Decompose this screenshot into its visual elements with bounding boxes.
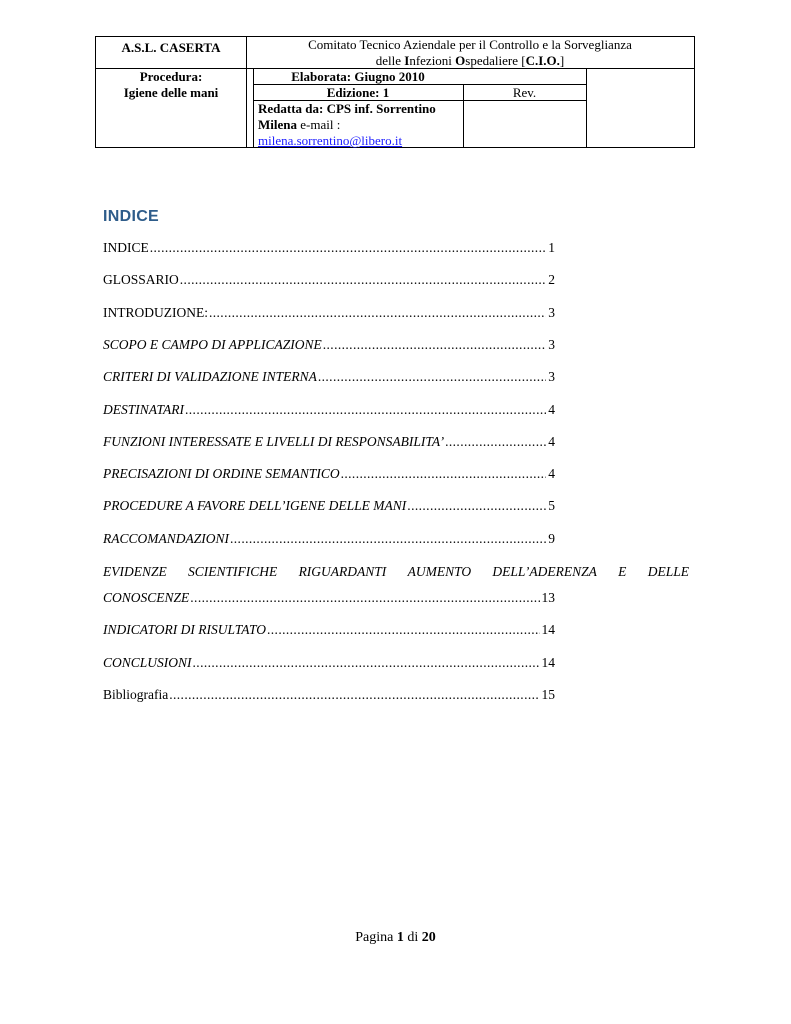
toc-entry-word: DELLE [647,564,689,579]
toc-entry[interactable] [103,240,555,258]
toc-entry-label: RACCOMANDAZIONI [103,530,229,546]
toc-entry-page: 4 [548,401,555,417]
divider [586,68,587,148]
toc-entry-label: INDICATORI DI RISULTATO [103,622,266,638]
toc-entry-page: 4 [548,433,555,449]
toc-leader-dots [190,590,539,606]
toc-entry-page: 2 [548,272,555,288]
committee-name [246,37,694,69]
toc-entry-page: 1 [548,240,555,255]
toc-entry-page: 3 [548,304,555,320]
toc-entry-label: CONOSCENZE [103,590,190,605]
toc-entry[interactable] [103,272,555,290]
toc-entry-label: INTRODUZIONE: [103,304,208,320]
edition: Edizione: 1 [326,85,390,100]
document-header-table [95,36,695,148]
toc-leader-dots [407,498,546,514]
toc-leader-dots [180,272,546,288]
toc-entry-word: E [618,564,627,579]
toc-entry-page: 13 [541,590,555,605]
toc-entry[interactable] [103,498,555,516]
org-name: A.S.L. CASERTA [121,40,221,55]
toc-entry-word: AUMENTO [407,564,472,579]
toc-entry-page: 14 [541,654,555,670]
author-block [258,101,463,149]
toc-entry-label: PRECISAZIONI DI ORDINE SEMANTICO [103,466,340,482]
toc-entry-label: Bibliografia [103,686,169,702]
toc-entry[interactable] [103,590,555,608]
toc-leader-dots [341,466,547,482]
toc-entry-word: EVIDENZE [103,564,167,579]
toc-entry-label: CONCLUSIONI [103,654,192,670]
toc-leader-dots [185,402,546,418]
toc-entry-label: DESTINATARI [103,401,184,417]
toc-entry[interactable] [103,402,555,420]
toc-leader-dots [445,434,546,450]
toc-entry-page: 4 [548,466,555,482]
toc-leader-dots [209,305,546,321]
toc-leader-dots [150,240,547,256]
committee-line-1: Comitato Tecnico Aziendale per il Controllo e la Sorveglianza [308,37,632,52]
procedure-label: Procedura: [139,69,203,84]
toc-leader-dots [318,369,546,385]
toc-entry[interactable] [103,369,555,387]
toc-entry[interactable] [103,305,555,323]
toc-entry-label: GLOSSARIO [103,272,179,288]
author-line: Redatta da: CPS inf. Sorrentino [258,101,436,116]
toc-entry-label: PROCEDURE A FAVORE DELL’IGENE DELLE MANI [103,498,407,514]
toc-entry[interactable] [103,622,555,640]
toc-entry-label: CRITERI DI VALIDAZIONE INTERNA [103,369,317,385]
toc-leader-dots [169,687,539,703]
procedure-name: Igiene delle mani [123,85,219,100]
toc-entry-wrapped-line[interactable] [103,564,689,580]
toc-entry-label: FUNZIONI INTERESSATE E LIVELLI DI RESPONSABILITA’ [103,433,445,449]
index-heading: INDICE [103,208,160,225]
committee-line-2: delle Infezioni Ospedaliere [C.I.O.] [375,53,565,68]
toc-leader-dots [230,531,546,547]
toc-entry[interactable] [103,531,555,549]
toc-entry[interactable] [103,687,555,705]
author-name-line: Milena e-mail : [258,117,341,132]
toc-leader-dots [193,655,540,671]
toc-entry-page: 14 [541,622,555,638]
toc-entry-label: SCOPO E CAMPO DI APPLICAZIONE [103,336,322,352]
toc-entry-word: SCIENTIFICHE [188,564,278,579]
page-number-footer: Pagina 1 di 20 [355,930,436,945]
toc-entry-page: 15 [541,686,555,702]
toc-entry-page: 3 [548,336,555,352]
toc-entry-page: 3 [548,369,555,385]
toc-entry-page: 5 [548,498,555,514]
toc-entry-word: RIGUARDANTI [298,564,387,579]
toc-entry-word: DELL’ADERENZA [492,564,597,579]
revision-label: Rev. [512,85,537,100]
author-email-link[interactable]: milena.sorrentino@libero.it [258,133,403,148]
toc-leader-dots [323,337,547,353]
elaborata-date: Elaborata: Giugno 2010 [291,69,425,84]
toc-entry-label: INDICE [103,240,149,255]
toc-entry[interactable] [103,466,555,484]
toc-entry[interactable] [103,434,555,452]
toc-entry-page: 9 [548,530,555,546]
toc-entry[interactable] [103,655,555,673]
toc-leader-dots [267,622,540,638]
toc-entry[interactable] [103,337,555,355]
